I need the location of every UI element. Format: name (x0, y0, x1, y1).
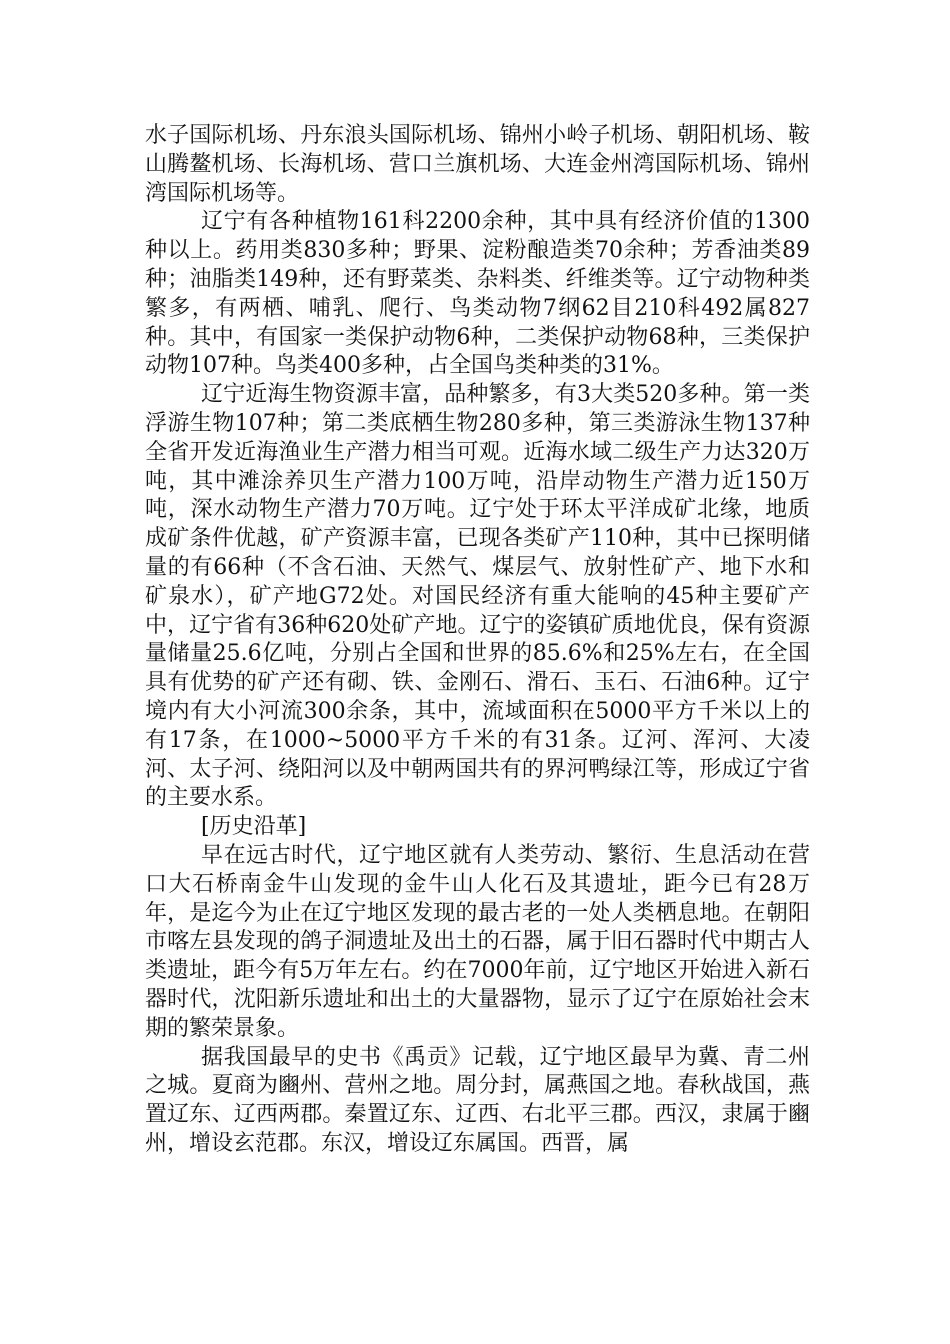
paragraph-historical-records: 据我国最早的史书《禹贡》记载，辽宁地区最早为冀、青二州之城。夏商为豳州、营州之地。周分封，属燕国之地。春秋战国，燕置辽东、辽西两郡。秦置辽东、辽西、右北平三郡。西汉，隶属于豳州，增设玄范郡。东汉，增设辽东属国。西晋，属 (145, 1044, 810, 1156)
paragraph-ancient-history: 早在远古时代，辽宁地区就有人类劳动、繁衍、生息活动在营口大石桥南金牛山发现的金牛山人化石及其遗址，距今已有28万年，是迄今为止在辽宁地区发现的最古老的一处人类栖息地。在朝阳市喀左县发现的鸽子洞遗址及出土的石器，属于旧石器时代中期古人类遗址，距今有5万年左右。约在7000年前，辽宁地区开始进入新石器时代，沈阳新乐遗址和出土的大量器物，显示了辽宁在原始社会末期的繁荣景象。 (145, 842, 810, 1041)
paragraph-flora-fauna: 辽宁有各种植物161科2200余种，其中具有经济价值的1300种以上。药用类830多种；野果、淀粉酿造类70余种；芳香油类89种；油脂类149种，还有野菜类、杂料类、纤维类等。辽宁动物种类繁多，有两栖、哺乳、爬行、鸟类动物7纲62目210科492属827种。其中，有国家一类保护动物6种，二类保护动物68种，三类保护动物107种。鸟类400多种，占全国鸟类种类的31%。 (145, 209, 810, 379)
paragraph-marine-minerals-rivers: 辽宁近海生物资源丰富，品种繁多，有3大类520多种。第一类浮游生物107种；第二类底栖生物280多种，第三类游泳生物137种全省开发近海渔业生产潜力相当可观。近海水域二级生产力达320万吨，其中滩涂养贝生产潜力100万吨，沿岸动物生产潜力近150万吨，深水动物生产潜力70万吨。辽宁处于环太平洋成矿北缘，地质成矿条件优越，矿产资源丰富，已现各类矿产110种，其中已探明储量的有66种（不含石油、天然气、煤层气、放射性矿产、地下水和矿泉水），矿产地G72处。对国民经济有重大能响的45种主要矿产中，辽宁省有36种620处矿产地。辽宁的姿镇矿质地优良，保有资源量储量25.6亿吨，分别占全国和世界的85.6%和25%左右，在全国具有优势的矿产还有砌、铁、金刚石、滑石、玉石、石油6种。辽宁境内有大小河流300余条，其中，流域面积在5000平方千米以上的有17条，在1000~5000平方千米的有31条。辽河、浑河、大凌河、太子河、绕阳河以及中朝两国共有的界河鸭绿江等，形成辽宁省的主要水系。 (145, 382, 810, 811)
section-heading-history: [历史沿革] (201, 814, 307, 840)
document-body (145, 122, 810, 1159)
paragraph-airports: 水子国际机场、丹东浪头国际机场、锦州小岭子机场、朝阳机场、鞍山腾鳌机场、长海机场、营口兰旗机场、大连金州湾国际机场、锦州湾国际机场等。 (145, 123, 810, 206)
